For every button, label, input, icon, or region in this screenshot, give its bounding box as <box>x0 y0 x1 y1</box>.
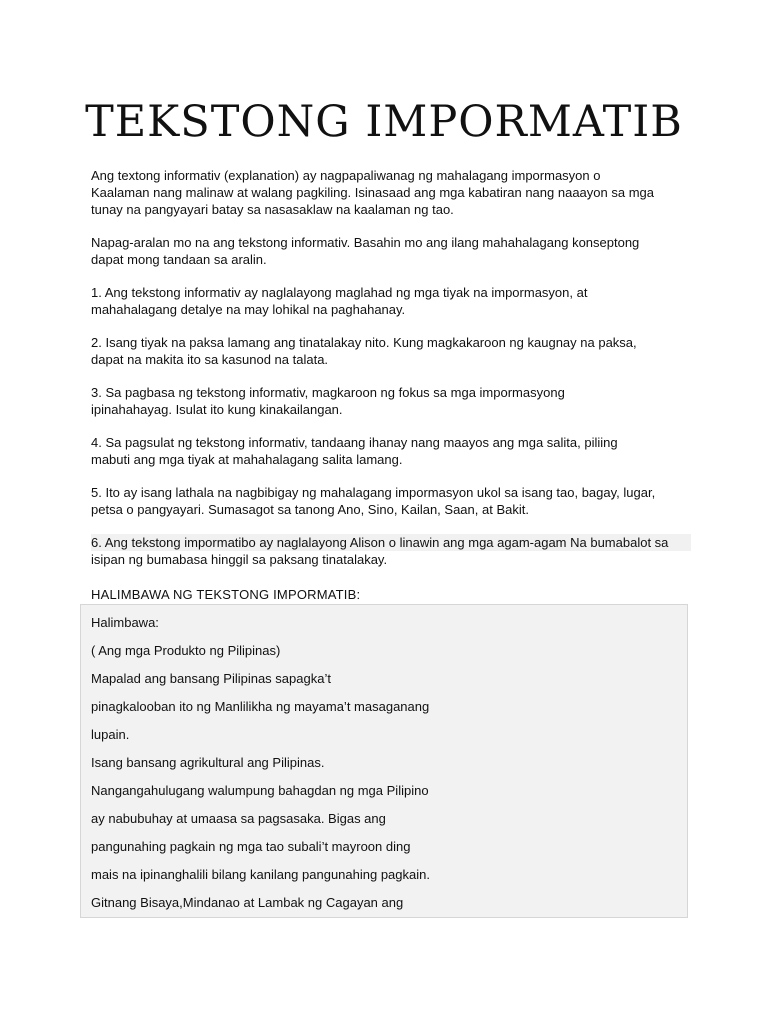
paragraph-line: 1. Ang tekstong informativ ay naglalayong maglahad ng mga tiyak na impormasyon, at <box>91 285 588 300</box>
paragraph-line: ipinahahayag. Isulat ito kung kinakailangan. <box>91 402 343 417</box>
paragraph-item-4 <box>91 434 691 468</box>
paragraph-line: Ang textong informativ (explanation) ay nagpapaliwanag ng mahalagang impormasyon o <box>91 168 601 183</box>
paragraph-intro <box>91 167 691 218</box>
example-line: pinagkalooban ito ng Manlilikha ng mayama’t masaganang <box>91 699 430 714</box>
document-title: TEKSTONG IMPORMATIB <box>85 97 683 147</box>
document-body <box>91 167 691 584</box>
example-line: Gitnang Bisaya,Mindanao at Lambak ng Cagayan ang <box>91 895 404 910</box>
paragraph-line: 2. Isang tiyak na paksa lamang ang tinatalakay nito. Kung magkakaroon ng kaugnay na paksa, <box>91 335 637 350</box>
example-line: pangunahing pagkain ng mga tao subali’t mayroon ding <box>91 839 411 854</box>
example-line: ay nabubuhay at umaasa sa pagsasaka. Bigas ang <box>91 811 386 826</box>
paragraph-line: 5. Ito ay isang lathala na nagbibigay ng mahalagang impormasyon ukol sa isang tao, bagay, lugar, <box>91 485 656 500</box>
paragraph-line: mahahalagang detalye na may lohikal na paghahanay. <box>91 302 406 317</box>
example-line: mais na ipinanghalili bilang kanilang pangunahing pagkain. <box>91 867 430 882</box>
paragraph-line: isipan ng bumabasa hinggil sa paksang tinatalakay. <box>91 552 388 567</box>
example-line: Halimbawa: <box>91 615 159 630</box>
example-line: lupain. <box>91 727 130 742</box>
example-heading: HALIMBAWA NG TEKSTONG IMPORMATIB: <box>91 587 361 602</box>
paragraph-line: Napag-aralan mo na ang tekstong informativ. Basahin mo ang ilang mahahalagang konseptong <box>91 235 640 250</box>
paragraph-line: dapat mong tandaan sa aralin. <box>91 252 267 267</box>
paragraph-item-1 <box>91 284 691 318</box>
paragraph-item-2 <box>91 334 691 368</box>
paragraph-item-6 <box>91 534 691 568</box>
paragraph-line: 6. Ang tekstong impormatibo ay naglalayong Alison o linawin ang mga agam-agam Na bumabalot sa <box>91 534 691 551</box>
example-line: Isang bansang agrikultural ang Pilipinas. <box>91 755 325 770</box>
paragraph-line: dapat na makita ito sa kasunod na talata. <box>91 352 329 367</box>
paragraph-line: 3. Sa pagbasa ng tekstong informativ, magkaroon ng fokus sa mga impormasyong <box>91 385 565 400</box>
example-line: Mapalad ang bansang Pilipinas sapagka’t <box>91 671 331 686</box>
example-line: ( Ang mga Produkto ng Pilipinas) <box>91 643 281 658</box>
paragraph-item-5 <box>91 484 691 518</box>
paragraph-line: mabuti ang mga tiyak at mahahalagang salita lamang. <box>91 452 403 467</box>
paragraph-instruction <box>91 234 691 268</box>
paragraph-line: Kaalaman nang malinaw at walang pagkiling. Isinasaad ang mga kabatiran nang naaayon sa mga <box>91 185 654 200</box>
paragraph-line: tunay na pangyayari batay sa nasasaklaw na kaalaman ng tao. <box>91 202 454 217</box>
paragraph-line: 4. Sa pagsulat ng tekstong informativ, tandaang ihanay nang maayos ang mga salita, piliing <box>91 435 618 450</box>
example-line: Nangangahulugang walumpung bahagdan ng mga Pilipino <box>91 783 429 798</box>
paragraph-line: petsa o pangyayari. Sumasagot sa tanong Ano, Sino, Kailan, Saan, at Bakit. <box>91 502 529 517</box>
example-box <box>80 604 688 918</box>
paragraph-item-3 <box>91 384 691 418</box>
